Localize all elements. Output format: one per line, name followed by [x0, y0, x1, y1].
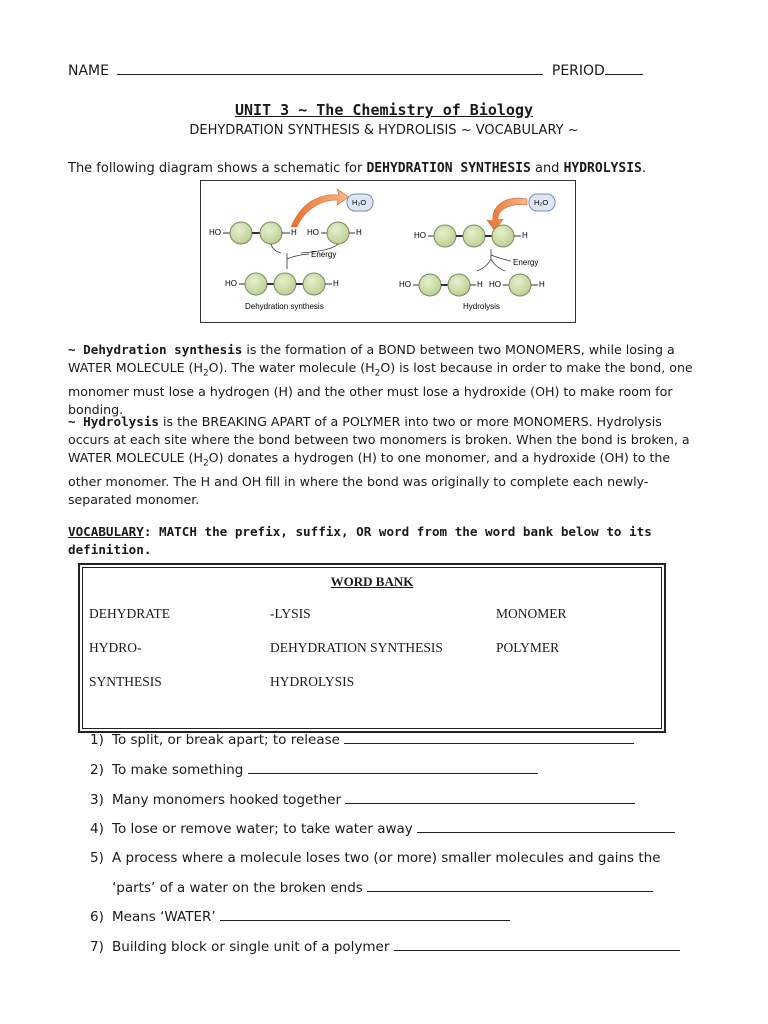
caption-hydrolysis: Hydrolysis	[463, 302, 500, 311]
h-label: H	[522, 231, 528, 240]
dehydration-top-row	[209, 222, 362, 244]
energy-label: Energy	[311, 250, 337, 259]
h-label: H	[356, 228, 362, 237]
monomer	[492, 225, 514, 247]
monomer	[419, 274, 441, 296]
word-bank-title: WORD BANK	[330, 574, 414, 589]
monomer	[434, 225, 456, 247]
period-field[interactable]	[605, 62, 643, 75]
answer-blank[interactable]	[344, 731, 634, 744]
ho-label: HO	[399, 280, 411, 289]
word-bank-item: POLYMER	[496, 640, 560, 655]
hydrolysis-definition: ~ Hydrolysis is the BREAKING APART of a POLYMER into two or more MONOMERS. Hydrolysis occurs at each site where the bond between two monomers is broken. When the bond is broken, a WATER MOLECULE $(H_2O)$ donates a hydrogen (H) to one monomer, and a hydroxide (OH) to the other monomer. The H and OH fill in where the bond was originally to complete each newly- separated monomer.	[68, 414, 690, 508]
page-title: UNIT 3 ~ The Chemistry of Biology	[234, 101, 533, 119]
h-label: H	[477, 280, 483, 289]
hydrolysis-bottom-row	[399, 274, 545, 296]
release-arrow	[291, 189, 349, 227]
answer-blank[interactable]	[394, 938, 680, 951]
intro-end: .	[641, 161, 646, 176]
dehydration-bottom-row	[225, 273, 339, 295]
word-bank-item: DEHYDRATION SYNTHESIS	[270, 640, 443, 655]
word-bank-item: HYDRO-	[89, 640, 142, 655]
name-period-line	[68, 62, 708, 79]
monomer	[509, 274, 531, 296]
ho-label: HO	[209, 228, 221, 237]
name-label: NAME	[68, 63, 109, 79]
h-label: H	[291, 228, 297, 237]
ho-label: HO	[414, 231, 426, 240]
answer-blank[interactable]	[248, 761, 538, 774]
question-2: 2) To make something	[90, 761, 538, 778]
question-7: 7) Building block or single unit of a polymer	[90, 938, 680, 955]
intro-mid: and	[530, 161, 564, 176]
question-5: 5) A process where a molecule loses two (or more) smaller molecules and gains the	[90, 850, 661, 866]
water-label: H₂O	[352, 198, 367, 207]
h-label: H	[539, 280, 545, 289]
word-bank-item: -LYSIS	[270, 606, 311, 621]
question-1: 1) To split, or break apart; to release	[90, 731, 634, 748]
intro-pre: The following diagram shows a schematic for	[68, 161, 367, 176]
monomer	[448, 274, 470, 296]
intro-text	[68, 161, 646, 176]
caption-dehydration: Dehydration synthesis	[245, 302, 324, 311]
word-bank-item: HYDROLYSIS	[270, 674, 355, 689]
answer-blank[interactable]	[345, 791, 635, 804]
vocabulary-lead: VOCABULARY	[68, 524, 144, 539]
word-bank-item: DEHYDRATE	[89, 606, 170, 621]
monomer	[327, 222, 349, 244]
ho-label: HO	[307, 228, 319, 237]
vocabulary-instruction: VOCABULARY: MATCH the prefix, suffix, OR word from the word bank below to its definition.	[68, 524, 652, 557]
monomer	[245, 273, 267, 295]
question-5-continued: ‘parts’ of a water on the broken ends	[90, 879, 653, 896]
monomer	[260, 222, 282, 244]
period-label: PERIOD	[551, 63, 605, 79]
answer-blank[interactable]	[417, 820, 675, 833]
name-field[interactable]	[117, 62, 543, 75]
monomer	[274, 273, 296, 295]
hydrolysis-lead: ~ Hydrolysis	[68, 414, 159, 429]
hydrolysis-top-row	[414, 225, 528, 247]
question-3: 3) Many monomers hooked together	[90, 791, 635, 808]
monomer	[463, 225, 485, 247]
intro-term-hydrolysis: HYDROLYSIS	[563, 161, 642, 176]
schematic-diagram	[200, 180, 576, 323]
monomer	[303, 273, 325, 295]
intro-term-dehydration: DEHYDRATION SYNTHESIS	[366, 161, 531, 176]
ho-label: HO	[225, 279, 237, 288]
dehydration-definition: ~ Dehydration synthesis is the formation of a BOND between two MONOMERS, while losing a WATER MOLECULE $(H_2O)$. The water molecule $(H_2O)$ is lost because in order to make the bond, one monomer must lose a hydrogen (H) and the other must lose a hydroxide (OH) to make room for bonding.	[68, 342, 693, 418]
water-label: H₂O	[534, 198, 549, 207]
monomer	[230, 222, 252, 244]
answer-blank[interactable]	[220, 908, 510, 921]
word-bank-item: SYNTHESIS	[89, 674, 162, 689]
ho-label: HO	[489, 280, 501, 289]
word-bank-item: MONOMER	[496, 606, 567, 621]
question-4: 4) To lose or remove water; to take water away	[90, 820, 675, 837]
h-label: H	[333, 279, 339, 288]
answer-blank[interactable]	[367, 879, 653, 892]
question-6: 6) Means ‘WATER’	[90, 908, 510, 925]
page-subtitle: DEHYDRATION SYNTHESIS & HYDROLISIS ~ VOCABULARY ~	[189, 123, 579, 138]
energy-label: Energy	[513, 258, 539, 267]
dehydration-lead: ~ Dehydration synthesis	[68, 342, 243, 357]
